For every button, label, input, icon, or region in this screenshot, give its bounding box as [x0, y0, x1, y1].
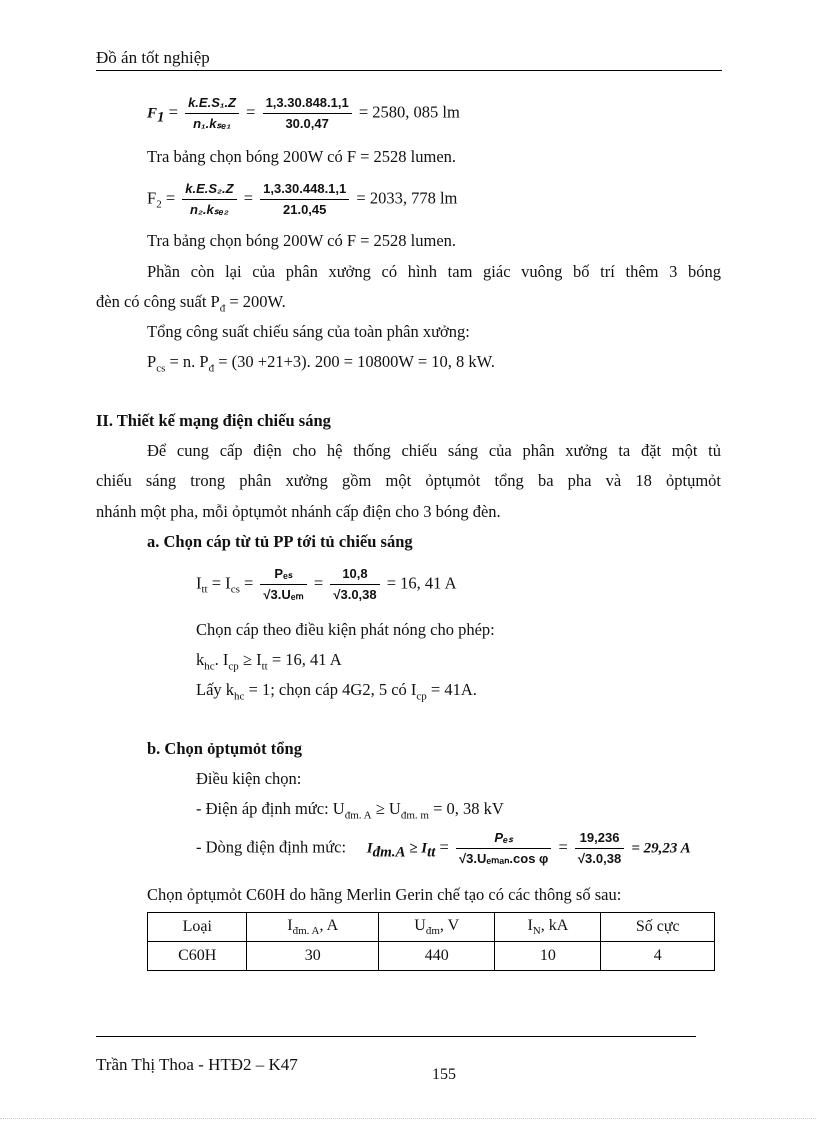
table-header-cell: $I_N$, kA — [495, 913, 601, 942]
fraction: $\frac{1,3.30.848.1,1}{30.0,47}$ — [263, 94, 352, 133]
equation-itt: $I_{tt} = I_{cs}$ = $\frac{\text{Pₑₛ}}{\text{√3.Uₑₘ}}$ = $\frac{10,8}{√3.0,38}$ = 16, 41 A — [196, 566, 457, 602]
paragraph: nhánh một pha, mỗi ỏptụmỏt nhánh cấp điện cho 3 bóng đèn. — [96, 502, 501, 521]
equation-f1: $F_1$ = $\frac{\text{k.E.S₁.Z}}{\text{n₁.kₛₑ₁}}$ = $\frac{1,3.30.848.1,1}{30.0,47}$ = 2580, 085 lm — [147, 95, 460, 131]
text-line: Chọn cáp theo điều kiện phát nóng cho phép: — [196, 620, 495, 639]
subsection-heading: a. Chọn cáp từ tủ PP tới tủ chiếu sáng — [147, 532, 413, 551]
fraction: $\frac{\text{k.E.S₁.Z}}{\text{n₁.kₛₑ₁}}$ — [185, 94, 239, 133]
page-edge-dots — [0, 1118, 816, 1119]
spec-table — [147, 912, 715, 971]
fraction: $\frac{10,8}{√3.0,38}$ — [330, 565, 379, 604]
paragraph: Phần còn lại của phân xưởng có hình tam giác vuông bố trí thêm 3 bóng — [147, 262, 721, 281]
table-cell: 440 — [379, 942, 495, 971]
khc-line: $k_{hc}$. $I_{cp} \ge I_{tt} = 16$, 41 A — [196, 650, 342, 673]
text-line: Tra bảng chọn bóng 200W có F = 2528 lumen. — [147, 231, 457, 250]
fraction: $\frac{\text{Pₑₛ}}{\text{√3.Uₑₘₐₙ.cos φ}}$ — [456, 829, 551, 868]
fraction: $\frac{\text{k.E.S₂.Z}}{\text{n₂.kₛₑ₂}}$ — [182, 180, 236, 219]
voltage-line: - Điện áp định mức: $U_{đm. A} \ge U_{đm. m} = 0$, 38 kV — [196, 799, 504, 822]
table-cell: 30 — [247, 942, 379, 971]
paragraph: chiếu sáng trong phân xưởng gồm một ỏptụmỏt tổng ba pha và 18 ỏptụmỏt — [96, 471, 721, 490]
pcs-equation: $P_{cs} = n$. $P_đ = (30 +21+3)$. 200 = 10800W = 10, 8 kW. — [147, 352, 495, 375]
equation-f2: $F_2$ = $\frac{\text{k.E.S₂.Z}}{\text{n₂.kₛₑ₂}}$ = $\frac{1,3.30.448.1,1}{21.0,45}$ = 2033, 778 lm — [147, 181, 458, 217]
fraction: $\frac{19,236}{√3.0,38}$ — [575, 829, 624, 868]
table-cell: 4 — [601, 942, 715, 971]
text-line: Tra bảng chọn bóng 200W có F = 2528 lumen. — [147, 147, 457, 166]
table-cell: 10 — [495, 942, 601, 971]
page-header-title: Đồ án tốt nghiệp — [96, 48, 210, 67]
footer-author: Trần Thị Thoa - HTĐ2 – K47 — [96, 1055, 298, 1074]
table-cell: C60H — [148, 942, 247, 971]
text-line: Điều kiện chọn: — [196, 769, 302, 788]
section-heading: II. Thiết kế mạng điện chiếu sáng — [96, 411, 331, 430]
lay-line: Lấy $k_{hc} = 1$; chọn cáp 4G2, 5 có $I_{cp} = 41A$. — [196, 680, 477, 703]
fraction: $\frac{1,3.30.448.1,1}{21.0,45}$ — [260, 180, 349, 219]
table-header-row — [148, 913, 715, 942]
subsection-heading: b. Chọn ỏptụmỏt tổng — [147, 739, 302, 758]
table-header-cell: Loại — [148, 913, 247, 942]
table-header-cell: $U_{đm}$, V — [379, 913, 495, 942]
current-equation: - Dòng điện định mức: $I_{đm.A} \ge I_{tt}$ = $\frac{\text{Pₑₛ}}{\text{√3.Uₑₘₐₙ.cos φ}}$ = $\frac{19,236}{√3.0,38}$ = 29,23 A — [196, 830, 691, 866]
paragraph: Để cung cấp điện cho hệ thống chiếu sáng của phân xưởng ta đặt một tủ — [147, 441, 721, 460]
text-line: Chọn ỏptụmỏt C60H do hãng Merlin Gerin chế tạo có các thông số sau: — [147, 885, 622, 904]
fraction: $\frac{\text{Pₑₛ}}{\text{√3.Uₑₘ}}$ — [260, 565, 306, 604]
table-header-cell: $I_{đm. A}$, A — [247, 913, 379, 942]
text-line: Tổng công suất chiếu sáng của toàn phân xưởng: — [147, 322, 470, 341]
page-number: 155 — [432, 1066, 456, 1083]
table-row — [148, 942, 715, 971]
footer-rule — [96, 1036, 696, 1037]
table-header-cell: Số cực — [601, 913, 715, 942]
header-rule — [96, 70, 722, 71]
paragraph-cont: đèn có công suất $P_đ = 200W$. — [96, 292, 286, 315]
